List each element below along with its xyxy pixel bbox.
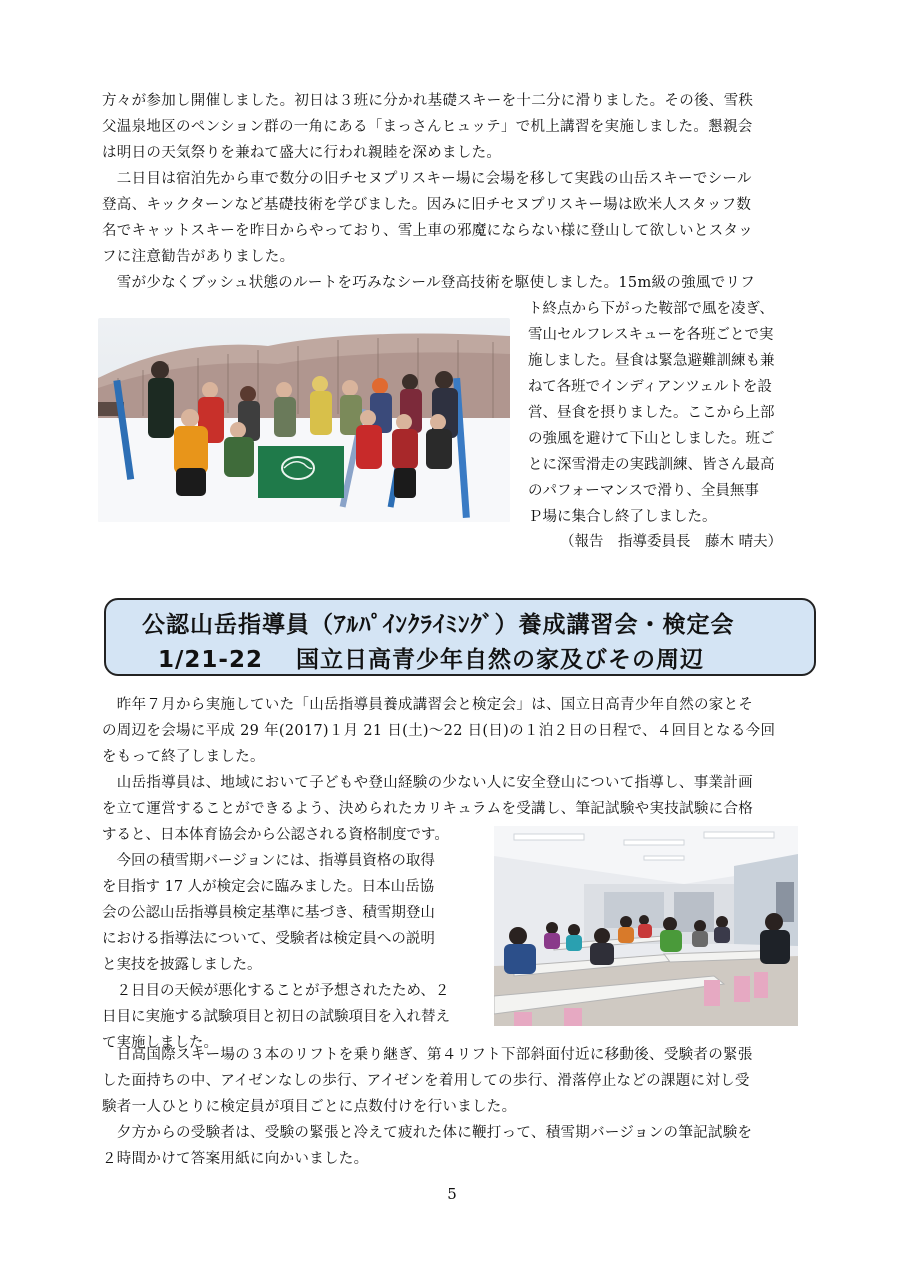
- text-line: 方々が参加し開催しました。初日は３班に分かれ基礎スキーを十二分に滑りました。その後、雪秩: [102, 93, 754, 109]
- text-line: Ｐ場に集合し終了しました。: [528, 509, 717, 525]
- text-line: を目指す 17 人が検定会に臨みました。日本山岳協: [102, 879, 435, 895]
- text-line: の周辺を会場に平成 29 年(2017)１月 21 日(土)～22 日(日)の１泊２日の日程で、４回目となる今回: [102, 723, 776, 739]
- section-title-banner: [104, 598, 816, 676]
- text-line: 営、昼食を摂りました。ここから上部: [528, 405, 775, 421]
- text-line: とに深雪滑走の実践訓練、皆さん最高: [528, 457, 775, 473]
- text-line: 日高国際スキー場の３本のリフトを乗り継ぎ、第４リフト下部斜面付近に移動後、受験者の緊張: [102, 1047, 753, 1063]
- text-line: の強風を避けて下山としました。班ご: [528, 431, 775, 447]
- paragraph-day2: [102, 166, 802, 270]
- text-line: 施しました。昼食は緊急避難訓練も兼: [528, 353, 775, 369]
- text-line: 験者一人ひとりに検定員が項目ごとに点数付けを行いました。: [102, 1099, 517, 1115]
- text-line: 日目に実施する試験項目と初日の試験項目を入れ替え: [102, 1009, 450, 1025]
- group-ski-photo: [98, 318, 510, 522]
- text-line: て実施しました。: [102, 1035, 218, 1051]
- paragraph-written-test: [102, 1120, 802, 1172]
- text-line: 山岳指導員は、地域において子どもや登山経験の少ない人に安全登山について指導し、事業計画: [102, 775, 753, 791]
- paragraph-intro: [102, 88, 802, 166]
- text-line: 雪が少なくブッシュ状態のルートを巧みなシール登高技術を駆使しました。15m級の強風でリフ: [102, 275, 756, 291]
- classroom-photo: [494, 826, 798, 1026]
- page-number: 5: [447, 1185, 457, 1203]
- text-line: ２時間かけて答案用紙に向かいました。: [102, 1151, 369, 1167]
- paragraph-course-overview: [102, 692, 802, 770]
- text-line: 登高、キックターンなど基礎技術を学びました。因みに旧チセヌプリスキー場は欧米人スタッフ数: [102, 197, 752, 213]
- text-line: のパフォーマンスで滑り、全員無事: [528, 483, 759, 499]
- report-credit: （報告 指導委員長 藤木 晴夫）: [560, 534, 783, 550]
- paragraph-instructor-role: [102, 770, 802, 822]
- text-line: 雪山セルフレスキューを各班ごとで実: [528, 327, 774, 343]
- text-line: 名でキャットスキーを昨日からやっており、雪上車の邪魔にならない様に登山して欲しいとスタッ: [102, 223, 754, 239]
- text-line: した面持ちの中、アイゼンなしの歩行、アイゼンを着用しての歩行、滑落停止などの課題に対し受: [102, 1073, 750, 1089]
- text-line: 父温泉地区のペンション群の一角にある「まっさんヒュッテ」で机上講習を実施しました。懇親会: [102, 119, 753, 135]
- paragraph-practical-test: [102, 1042, 802, 1120]
- text-line: すると、日本体育協会から公認される資格制度です。: [102, 827, 449, 843]
- text-line: を立て運営することができるよう、決められたカリキュラムを受講し、筆記試験や実技試験に合格: [102, 801, 754, 817]
- text-line: 二日目は宿泊先から車で数分の旧チセヌプリスキー場に会場を移して実践の山岳スキーでシール: [102, 171, 752, 187]
- text-line: は明日の天気祭りを兼ねて盛大に行われ親睦を深めました。: [102, 145, 502, 161]
- text-line: ねて各班でインディアンツェルトを設: [528, 379, 772, 395]
- text-line: をもって終了しました。: [102, 749, 265, 765]
- text-line: と実技を披露しました。: [102, 957, 262, 973]
- banner-title: 公認山岳指導員（ｱﾙﾊﾟｲﾝｸﾗｲﾐﾝｸﾞ）養成講習会・検定会: [142, 612, 735, 638]
- text-line: 会の公認山岳指導員検定基準に基づき、積雪期登山: [102, 905, 435, 921]
- text-line: 今回の積雪期バージョンには、指導員資格の取得: [102, 853, 435, 869]
- text-line: フに注意勧告がありました。: [102, 249, 295, 265]
- text-line: における指導法について、受験者は検定員への説明: [102, 931, 435, 947]
- text-line: 夕方からの受験者は、受験の緊張と冷えて疲れた体に鞭打って、積雪期バージョンの筆記試験を: [102, 1125, 753, 1141]
- paragraph-bush-route: [102, 270, 802, 296]
- paragraph-winter-version: [102, 822, 482, 1056]
- paragraph-bush-route-wrap: [528, 296, 804, 530]
- banner-subtitle: 1/21-22 国立日高青少年自然の家及びその周辺: [158, 647, 704, 673]
- text-line: ト終点から下がった鞍部で風を凌ぎ、: [528, 301, 774, 317]
- text-line: ２日目の天候が悪化することが予想されたため、２: [102, 983, 450, 999]
- text-line: 昨年７月から実施していた「山岳指導員養成講習会と検定会」は、国立日高青少年自然の家とそ: [102, 697, 754, 713]
